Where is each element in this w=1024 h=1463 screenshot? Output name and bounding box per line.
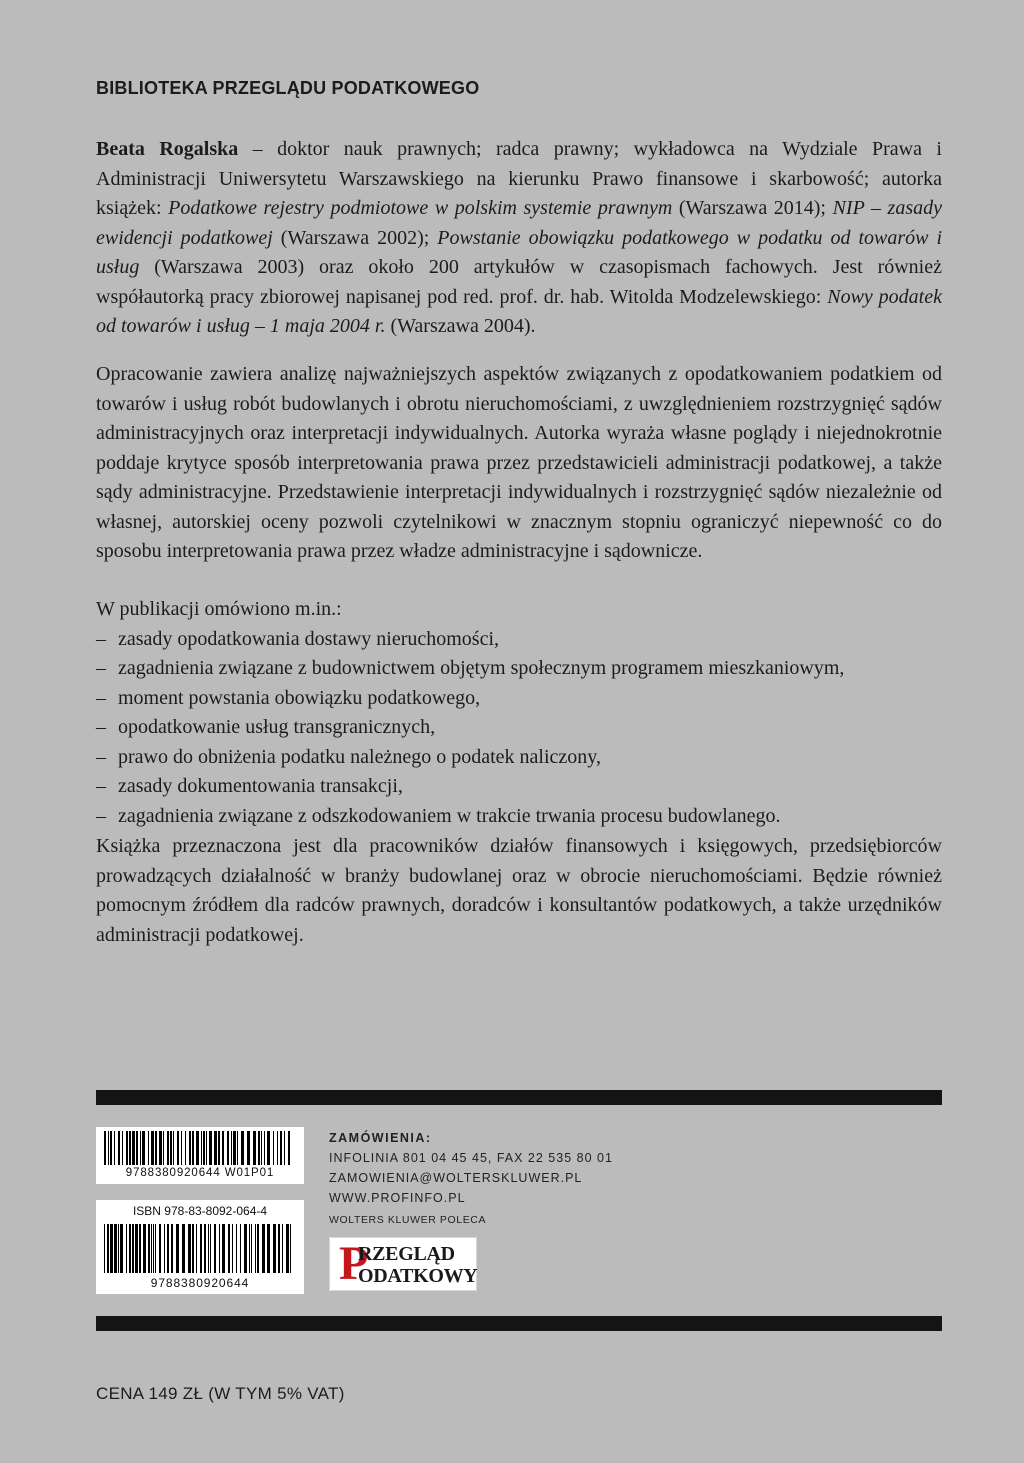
list-item: – opodatkowanie usług transgranicznych,: [96, 713, 942, 743]
orders-info: [329, 1128, 613, 1208]
list-item: – moment powstania obowiązku podatkowego,: [96, 684, 942, 714]
topics-intro: W publikacji omówiono m.in.:: [96, 598, 342, 620]
price-label: CENA 149 ZŁ (W TYM 5% VAT): [96, 1384, 345, 1403]
logo-line-2: ODATKOWY: [358, 1265, 478, 1287]
divider-bar-bottom: [96, 1316, 942, 1331]
book-title: NIP – zasady ewidencji podatkowej: [96, 197, 943, 249]
list-item: – prawo do obniżenia podatku należnego o podatek naliczony,: [96, 743, 942, 773]
logo-initial: P: [339, 1237, 369, 1290]
bio-text: (Warszawa 2004).: [385, 315, 536, 337]
list-item: – zagadnienia związane z odszkodowaniem w trakcie trwania procesu budowlanego.: [96, 802, 942, 832]
bio-text: – doktor nauk prawnych; radca prawny; wykładowca na Wydziale Prawa i Administracji Uniwersytetu Warszawskiego na kierunku Prawo finansowe i skarbowość; autorka książek:: [96, 138, 942, 219]
book-title: Powstanie obowiązku podatkowego w podatku od towarów i usług: [96, 226, 942, 278]
orders-heading: ZAMÓWIENIA:: [329, 1131, 432, 1145]
internal-barcode: [96, 1127, 304, 1184]
bio-text: (Warszawa 2003) oraz około 200 artykułów w czasopismach fachowych. Jest również współautorką pracy zbiorowej napisanej pod red. prof. dr. hab. Witolda Modzelewskiego:: [96, 256, 942, 308]
audience-text: Książka przeznaczona jest dla pracowników działów finansowych i księgowych, przedsiębiorców prowadzących działalność w branży budowlanej oraz w obrocie nieruchomościami. Będzie również pomocnym źródłem dla radców prawnych, doradców i konsultantów podatkowych, a także urzędników administracji podatkowej.: [96, 835, 942, 946]
bio-text: (Warszawa 2014);: [672, 197, 833, 219]
series-title: BIBLIOTEKA PRZEGLĄDU PODATKOWEGO: [96, 78, 480, 98]
isbn-barcode: [96, 1200, 304, 1294]
przeglad-podatkowy-logo: [329, 1237, 477, 1291]
book-title: Nowy podatek od towarów i usług – 1 maja 2004 r.: [96, 285, 942, 337]
audience-paragraph: [96, 832, 942, 950]
list-item: – zasady dokumentowania transakcji,: [96, 772, 942, 802]
topics-section: [96, 595, 942, 831]
barcode-bars-icon: [104, 1131, 296, 1165]
description-paragraph: Opracowanie zawiera analizę najważniejszych aspektów związanych z opodatkowaniem podatkiem od towarów i usług robót budowlanych i obrotu nieruchomościami, z uwzględnieniem rozstrzygnięć sądów administracyjnych oraz interpretacji indywidualnych. Autorka wyraża własne poglądy i niejednokrotnie poddaje krytyce sposób interpretowania prawa przez przedstawicieli administracji podatkowej, a także sądy administracyjne. Przedstawienie interpretacji indywidualnych i rozstrzygnięć sądów niezależnie od własnej, autorskiej oceny pozwoli czytelnikowi w znacznym stopniu ograniczyć niepewność co do sposobu interpretowania prawa przez władze administracyjne i sądownicze.: [96, 363, 942, 562]
orders-email: ZAMOWIENIA@WOLTERSKLUWER.PL: [329, 1171, 583, 1185]
ean-number: 9788380920644: [150, 1276, 250, 1290]
list-item: – zasady opodatkowania dostawy nieruchomości,: [96, 625, 942, 655]
divider-bar-top: [96, 1090, 942, 1105]
orders-phone: INFOLINIA 801 04 45 45, FAX 22 535 80 01: [329, 1151, 613, 1165]
author-bio: [96, 135, 942, 342]
orders-website: WWW.PROFINFO.PL: [329, 1191, 466, 1205]
book-title: Podatkowe rejestry podmiotowe w polskim systemie prawnym: [168, 197, 673, 219]
author-name: Beata Rogalska: [96, 138, 239, 160]
list-item: – zagadnienia związane z budownictwem objętym społecznym programem mieszkaniowym,: [96, 654, 942, 684]
recommends-label: WOLTERS KLUWER POLECA: [329, 1214, 487, 1226]
topics-list: [96, 625, 942, 832]
isbn-label: ISBN 978-83-8092-064-4: [132, 1204, 268, 1218]
logo-line-1: RZEGLĄD: [358, 1243, 455, 1265]
barcode-bars-icon: [104, 1224, 296, 1273]
book-description: [96, 360, 942, 567]
bio-text: (Warszawa 2002);: [272, 226, 438, 249]
internal-barcode-number: 9788380920644 W01P01: [125, 1167, 275, 1179]
